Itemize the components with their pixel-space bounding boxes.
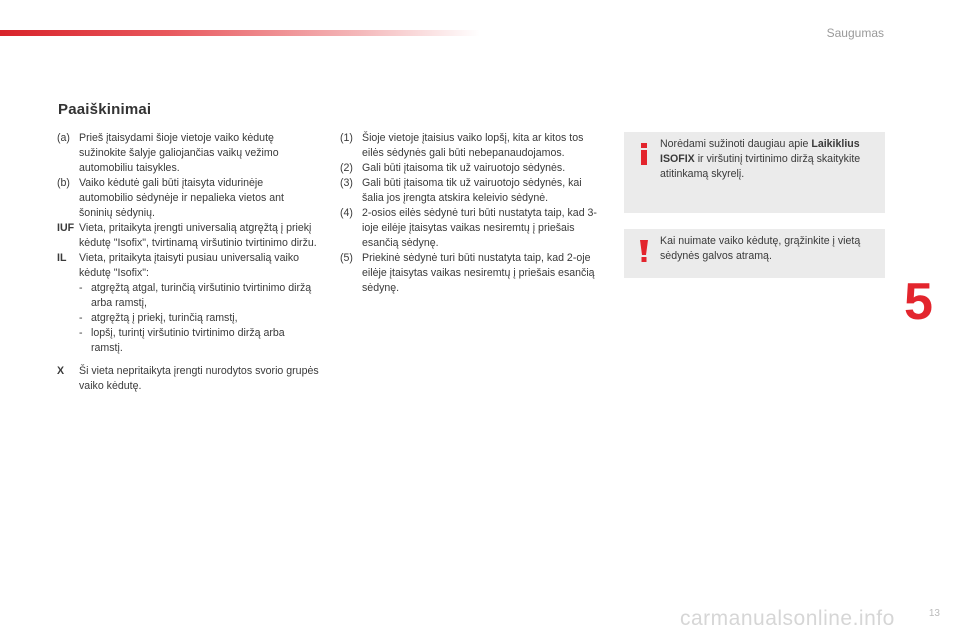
legend-key: IUF — [57, 222, 75, 234]
legend-key: X — [57, 365, 65, 377]
footnote-key: (1) — [340, 132, 353, 144]
warning-note — [624, 229, 885, 278]
footnote-key: (5) — [340, 252, 353, 264]
legend-item-x — [57, 364, 319, 394]
legend-text: Ši vieta nepritaikyta įrengti nurodytos svorio grupės vaiko kėdutę. — [79, 365, 319, 392]
section-title: Saugumas — [826, 26, 884, 40]
legend-text: Prieš įtaisydami šioje vietoje vaiko kėdutę sužinokite šalyje galiojančias vaikų vežimo automobiliu taisykles. — [79, 132, 279, 174]
page-number: 13 — [928, 608, 940, 619]
legend-item-iuf — [57, 221, 319, 251]
header-accent-bar — [0, 30, 480, 36]
legend-text: Vieta, pritaikyta įrengti universalią atgręžtą į priekį kėdutę "Isofix", tvirtinamą viršutinio tvirtinimo diržu. — [79, 222, 317, 249]
warning-note-text: Kai nuimate vaiko kėdutę, grąžinkite į vietą sėdynės galvos atramą. — [660, 235, 861, 262]
footnote-key: (4) — [340, 207, 353, 219]
footnote-1 — [340, 131, 605, 161]
legend-key: (b) — [57, 177, 70, 189]
warning-icon — [636, 239, 652, 263]
footnote-3 — [340, 176, 605, 206]
footnote-text: Šioje vietoje įtaisius vaiko lopšį, kita ar kitos tos eilės sėdynės gali būti nebepanaudojamos. — [362, 132, 584, 159]
watermark: carmanualsonline.info — [680, 607, 895, 630]
legend-item-b — [57, 176, 319, 221]
info-icon — [636, 142, 652, 166]
legend-subitem: - atgręžtą į priekį, turinčią ramstį, — [79, 312, 238, 324]
legend-subitem: - atgręžtą atgal, turinčią viršutinio tvirtinimo diržą arba ramstį, — [79, 282, 312, 309]
footnote-text: Gali būti įtaisoma tik už vairuotojo sėdynės, kai šalia jos įrengta atskira keleivio sėdynė. — [362, 177, 582, 204]
info-note-bold: Laikiklius ISOFIX — [660, 138, 860, 165]
footnote-text: Gali būti įtaisoma tik už vairuotojo sėdynės. — [362, 162, 566, 174]
info-note-text: Norėdami sužinoti daugiau apie Laikiklius ISOFIX ir viršutinį tvirtinimo diržą skaitykite atitinkamą skyrelį. — [660, 138, 861, 180]
footnote-key: (3) — [340, 177, 353, 189]
footnote-text: 2-osios eilės sėdynė turi būti nustatyta taip, kad 3-ioje eilėje įtaisytas vaikas nesiremtų į priešais esančią sėdynę. — [362, 207, 597, 249]
legend-key: (a) — [57, 132, 70, 144]
legend-key: IL — [57, 252, 67, 264]
footnote-5 — [340, 251, 605, 296]
chapter-number: 5 — [904, 273, 933, 331]
page-title: Paaiškinimai — [58, 101, 152, 118]
info-note — [624, 132, 885, 213]
footnote-key: (2) — [340, 162, 353, 174]
legend-item-a — [57, 131, 319, 176]
legend-subitem: - lopšį, turintį viršutinio tvirtinimo diržą arba ramstį. — [79, 327, 285, 354]
legend-text: Vaiko kėdutė gali būti įtaisyta vidurinėje automobilio sėdynėje ir nepalieka vietos ant šoninių sėdynių. — [79, 177, 284, 219]
legend-item-il — [57, 251, 319, 356]
legend-column-middle — [340, 131, 605, 296]
footnote-2 — [340, 161, 605, 176]
footnote-text: Priekinė sėdynė turi būti nustatyta taip, kad 2-oje eilėje įtaisytas vaikas nesiremtų į priešais esančią sėdynę. — [362, 252, 595, 294]
legend-column-left — [57, 131, 319, 394]
legend-text: Vieta, pritaikyta įtaisyti pusiau universalią vaiko kėdutę "Isofix": — [79, 252, 300, 279]
footnote-4 — [340, 206, 605, 251]
